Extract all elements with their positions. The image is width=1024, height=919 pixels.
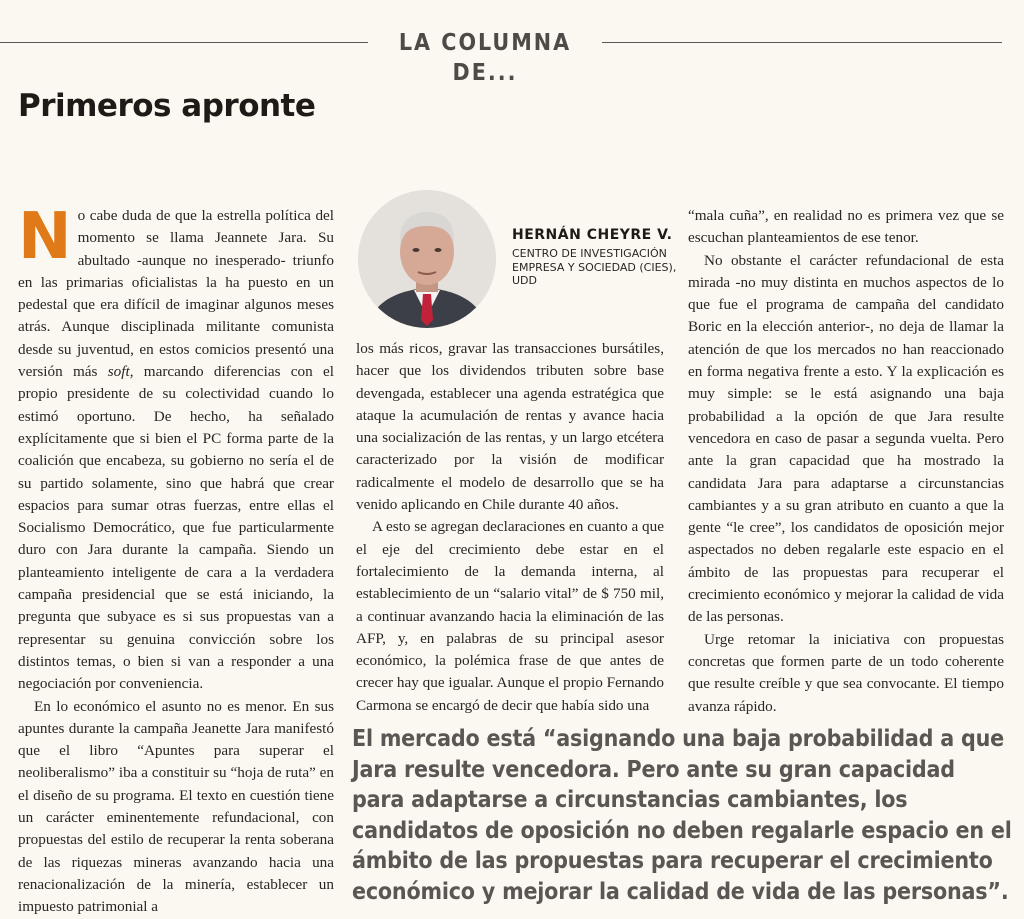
author-portrait (358, 190, 496, 328)
article-column-1 (18, 200, 334, 919)
author-affiliation: CENTRO DE INVESTIGACIÓN EMPRESA Y SOCIEDAD (CIES), UDD (512, 247, 677, 287)
paragraph: En lo económico el asunto no es menor. En sus apuntes durante la campaña Jeanette Jara manifestó que el libro “Apuntes para superar el neoliberalismo” iba a constituir su “hoja de ruta” en el diseño de su programa. El texto en cuestión tiene un carácter eminentemente refundacional, con propuestas del estilo de recuperar la renta soberana de las riquezas mineras avanzando hacia una renacionalización de la minería, establecer un impuesto patrimonial a (18, 697, 334, 916)
article-column-3 (688, 205, 1004, 718)
kicker-rule-right (602, 42, 1002, 43)
paragraph-text: , marcando diferencias con el propio presidente de su colectividad cuando lo estimó oportuno. De hecho, ha señalado explícitamente que si bien el PC forma parte de la coalición que encabeza, su gobierno no sería el de su partido solamente, sino que habrá que crear espacios para sumar otras fuerzas, entre ellas el Socialismo Democrático, que fue particularmente duro con Jara durante la campaña. Siendo un planteamiento inteligente de cara a la verdadera campaña presidencial que se está iniciando, la pregunta que subyace es si sus propuestas van a representar su genuina convicción sobre los distintos temas, o bien si van a responder a una negociación por conveniencia. (18, 363, 334, 693)
article-column-2 (356, 338, 664, 717)
kicker-rule-left (0, 42, 368, 43)
section-kicker: LA COLUMNA DE... (398, 30, 572, 86)
author-portrait-image (358, 190, 496, 328)
paragraph: No obstante el carácter refundacional de esta mirada -no muy distinta en muchos aspectos de lo que fue el programa de campaña del candidato Boric en la elección anterior-, no deja de llamar la atención de que los mercados no han reaccionado en forma negativa frente a esto. Y la explicación es muy simple: se le está asignando una baja probabilidad a la opción de que Jara resulte vencedora en caso de pasar a segunda vuelta. Pero ante la gran capacidad que ha mostrado la candidata Jara para adaptarse a circunstancias cambiantes y a su gran atributo en cuanto a que la gente “le cree”, los candidatos de oposición mejor aspectados no deben regalarle este espacio en el ámbito de las propuestas para recuperar el crecimiento económico y mejorar la calidad de vida de las personas. (688, 251, 1004, 626)
paragraph: Urge retomar la iniciativa con propuestas concretas que formen parte de un todo coherente que resulte creíble y que sea convocante. El tiempo avanza rápido. (688, 630, 1004, 715)
paragraph: “mala cuña”, en realidad no es primera vez que se escuchan planteamientos de ese tenor. (688, 207, 1004, 247)
pull-quote: El mercado está “asignando una baja probabilidad a que Jara resulte vencedora. Pero ante su gran capacidad para adaptarse a circunstancias cambiantes, los candidatos de oposición no deben regalarle espacio en el ámbito de las propuestas para recuperar el crecimiento económico y mejorar la calidad de vida de las personas”. (352, 726, 1012, 905)
paragraph (18, 200, 334, 696)
paragraph: los más ricos, gravar las transacciones bursátiles, hacer que los dividendos tributen sobre base devengada, establecer una agenda estratégica que ataque la acumulación de rentas y avance hacia una socialización de las rentas, y un largo etcétera caracterizado por la visión de modificar radicalmente el modelo de desarrollo que se ha venido aplicando en Chile durante 40 años. (356, 340, 664, 514)
drop-cap: N (18, 200, 72, 274)
author-name: HERNÁN CHEYRE V. (512, 227, 673, 243)
author-byline (512, 226, 677, 288)
article-title: Primeros apronte (18, 88, 316, 124)
paragraph: A esto se agregan declaraciones en cuanto a que el eje del crecimiento debe estar en el fortalecimiento de la demanda interna, al establecimiento de un “salario vital” de $ 750 mil, a continuar avanzando hacia la eliminación de las AFP, y, en palabras de su principal asesor económico, la polémica frase de que antes de crecer hay que igualar. Aunque el propio Fernando Carmona se encargó de decir que había sido una (356, 518, 664, 714)
emphasis-text: soft (107, 363, 130, 381)
paragraph-text: o cabe duda de que la estrella política del momento se llama Jeannete Jara. Su abultado -aunque no inesperado- triunfo en las primarias oficialistas la ha puesto en un pedestal que era difícil de imaginar algunos meses atrás. Aunque disciplinada militante comunista desde su juventud, en estos comicios presentó una versión más (18, 207, 334, 381)
